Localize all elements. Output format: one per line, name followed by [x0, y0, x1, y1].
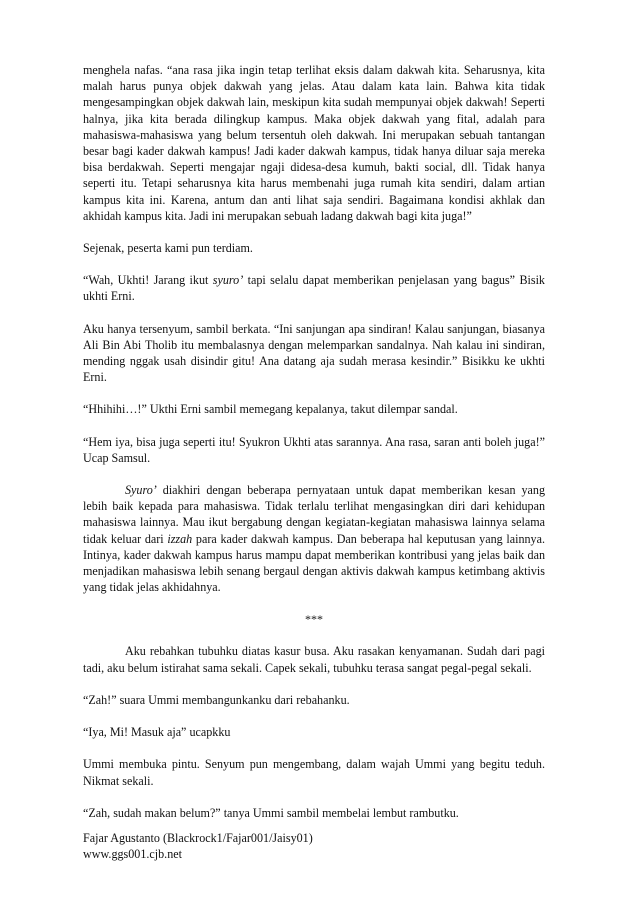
footer-website: www.ggs001.cjb.net — [83, 847, 182, 862]
paragraph-text: Aku hanya tersenyum, sambil berkata. “Ini sanjungan apa sindiran! Kalau sanjungan, biasanya Ali Bin Abi Tholib itu membalasnya dengan melemparkan sandalnya. Nah kalau ini sindiran, mending nggak usah disindir gitu! Ana datang aja sudah merasa kesindir.” Bisikku ke ukhti Erni. — [83, 321, 545, 385]
paragraph-text: Ummi membuka pintu. Senyum pun mengembang, dalam wajah Ummi yang begitu teduh. Nikmat sekali. — [83, 757, 545, 788]
paragraph-text: “Hem iya, bisa juga seperti itu! Syukron Ukhti atas sarannya. Ana rasa, saran anti boleh juga!” Ucap Samsul. — [83, 434, 545, 465]
section-separator: *** — [305, 612, 323, 627]
paragraph-text: diakhiri dengan beberapa pernyataan untuk dapat memberikan kesan yang lebih baik kepada para mahasiswa. Tidak terlalu terlihat mengasingkan diri dari kehidupan mahasiswa lainnya. Mau ikut bergabung dengan kegiatan-kegiatan mahasiswa lainnya selama tidak keluar dari — [83, 483, 545, 546]
paragraph — [83, 401, 545, 417]
paragraph — [83, 692, 545, 708]
paragraph — [83, 724, 545, 740]
italic-term: syuro’ — [212, 273, 244, 288]
footer-author: Fajar Agustanto (Blackrock1/Fajar001/Jaisy01) — [83, 831, 313, 845]
paragraph — [83, 240, 545, 256]
paragraph-text: “Iya, Mi! Masuk aja” ucapkku — [83, 725, 231, 740]
paragraph — [83, 272, 545, 304]
paragraph-text: “Zah!” suara Ummi membangunkanku dari rebahanku. — [83, 692, 350, 707]
paragraph-text: para kader dakwah kampus. Dan beberapa hal keputusan yang lainnya. Intinya, kader dakwah kampus harus mampu dapat memberikan kontribusi yang jelas baik dan menjadikan mahasiswa lebih senang bergaul dengan aktivis dakwah kampus ketimbang aktivis yang tidak jelas akhidahnya. — [83, 531, 545, 595]
paragraph-text: “Hhihihi…!” Ukthi Erni sambil memegang kepalanya, takut dilempar sandal. — [83, 402, 458, 417]
italic-term: izzah — [167, 531, 193, 546]
page-footer — [83, 830, 545, 862]
paragraph — [83, 805, 545, 821]
paragraph-text: Sejenak, peserta kami pun terdiam. — [83, 241, 253, 256]
paragraph — [83, 434, 545, 466]
paragraph-text: menghela nafas. “ana rasa jika ingin tetap terlihat eksis dalam dakwah kita. Seharusnya, kita malah harus punya objek dakwah yang jelas. Atau dalam kata lain. Bahwa kita tidak mengesampingkan objek dakwah lain, meskipun kita sudah mempunyai objek dakwah! Seperti halnya, jika kita berada dilingkup kampus. Maka objek dakwah yang fital, adalah para mahasiswa-mahasiswa yang belum tersentuh oleh dakwah. Ini merupakan sebuah tantangan besar bagi kader dakwah kampus! Jadi kader dakwah kampus, tidak hanya diluar saja mereka bisa berdakwah. Seperti mengajar ngaji didesa-desa kumuh, bakti social, dll. Tidak hanya seperti itu. Tetapi seharusnya kita harus membenahi juga rumah kita sendiri, dalam artian kampus kita ini. Karena, antum dan anti lihat saja sendiri. Bagaimana kondisi akhlak dan akhidah kampus kita. Jadi ini merupakan sebuah ladang dakwah bagi kita juga!” — [83, 63, 545, 223]
paragraph — [83, 321, 545, 386]
paragraph-text: “Zah, sudah makan belum?” tanya Ummi sambil membelai lembut rambutku. — [83, 805, 459, 820]
paragraph-text: Aku rebahkan tubuhku diatas kasur busa. Aku rasakan kenyamanan. Sudah dari pagi tadi, aku belum istirahat sama sekali. Capek sekali, tubuhku terasa sangat pegal-pegal sekali. — [83, 644, 545, 675]
paragraph — [83, 643, 545, 675]
paragraph-text: “Wah, Ukhti! Jarang ikut — [83, 273, 213, 288]
paragraph — [83, 482, 545, 595]
paragraph — [83, 756, 545, 788]
document-body — [83, 62, 545, 837]
paragraph — [83, 62, 545, 224]
italic-term: Syuro’ — [125, 483, 157, 498]
paragraph-text: tapi selalu dapat memberikan penjelasan yang bagus” Bisik ukhti Erni. — [83, 273, 545, 304]
